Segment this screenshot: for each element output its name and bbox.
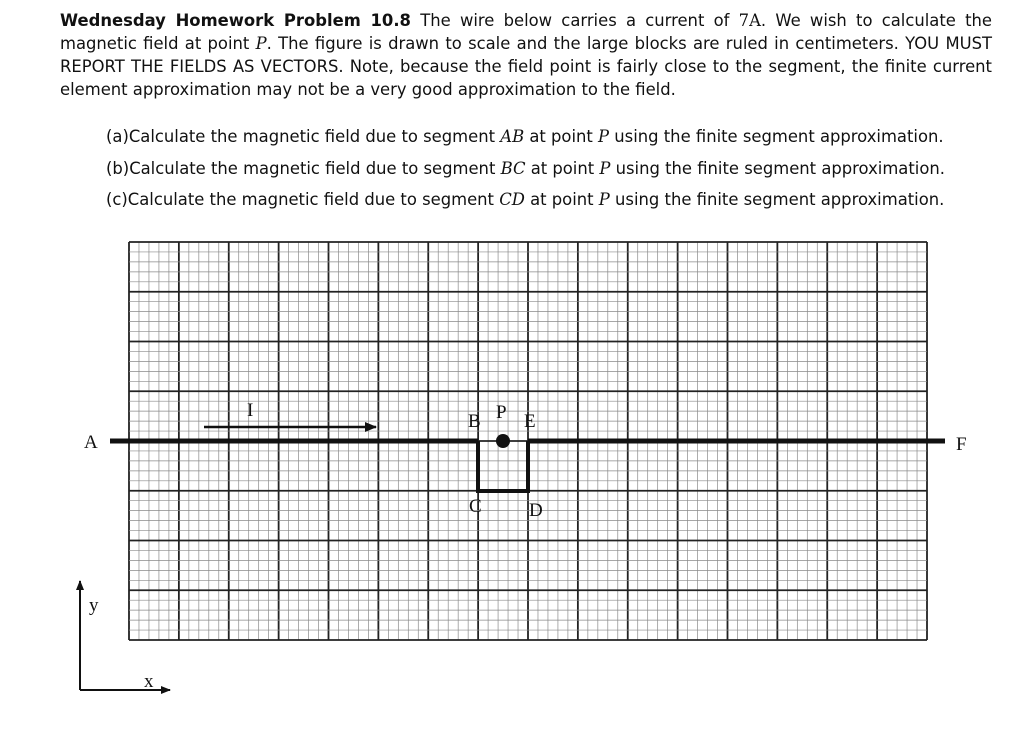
part-a-point: P	[598, 127, 610, 146]
part-a-segment: AB	[500, 127, 525, 146]
problem-text-2: . We wish to calculate the magnetic field at point	[60, 11, 993, 53]
label-y: y	[89, 595, 99, 616]
label-c: C	[469, 496, 482, 517]
part-a-prefix: (a)Calculate the magnetic field due to segment	[106, 127, 501, 146]
label-x: x	[144, 671, 154, 692]
part-c-segment: CD	[499, 190, 525, 209]
point-symbol: P	[255, 34, 267, 53]
problem-text-1: The wire below carries a current of	[420, 11, 739, 30]
label-d: D	[529, 500, 543, 521]
part-b-suffix: using the finite segment approximation.	[610, 158, 945, 178]
part-b-point: P	[599, 158, 611, 178]
part-b-prefix: (b)Calculate the magnetic field due to segment	[106, 158, 501, 178]
part-c-suffix: using the finite segment approximation.	[609, 190, 945, 209]
label-f: F	[956, 434, 967, 455]
part-a-suffix: using the finite segment approximation.	[609, 127, 944, 146]
part-c-middle: at point	[524, 190, 599, 209]
wire-segment-bcde	[478, 441, 528, 491]
part-b-middle: at point	[525, 158, 600, 178]
problem-heading: Wednesday Homework Problem 10.8	[60, 11, 411, 30]
part-c-point: P	[598, 190, 610, 209]
part-c-prefix: (c)Calculate the magnetic field due to segment	[106, 190, 500, 209]
label-a: A	[84, 432, 98, 453]
current-value: 7A	[738, 11, 761, 30]
point-p-dot	[496, 434, 510, 448]
label-p: P	[496, 402, 507, 423]
part-a-middle: at point	[524, 127, 599, 146]
label-i: I	[247, 400, 254, 421]
label-e: E	[524, 411, 536, 432]
problem-text-3: . The figure is drawn to scale and the large blocks are ruled in centimeters. YOU MUST REPORT THE FIELDS AS VECTORS. Note, because the field point is fairly close to the segment, the finite current element approximation may not be a very good approximation to the field.	[60, 34, 993, 99]
label-b: B	[468, 411, 481, 432]
part-b-segment: BC	[500, 158, 526, 178]
